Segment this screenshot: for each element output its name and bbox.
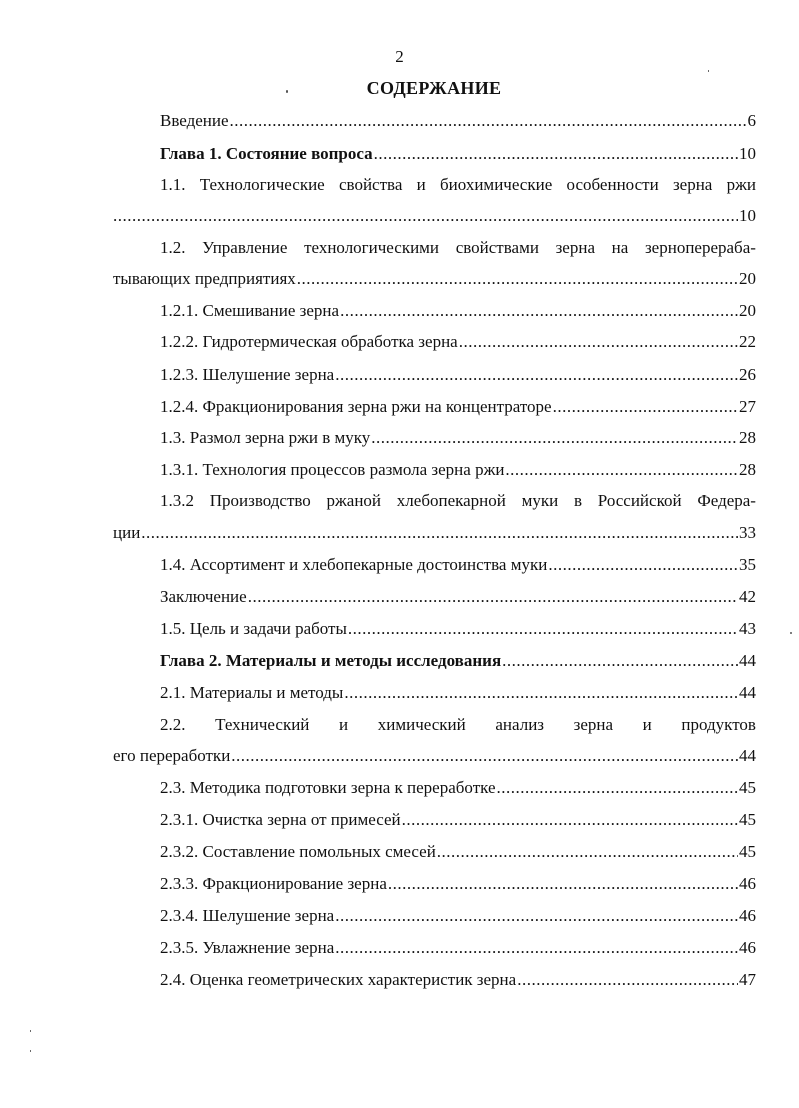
leader-dots xyxy=(459,331,738,353)
toc-word: зерноперераба- xyxy=(644,238,756,257)
toc-word: 2.2. xyxy=(160,715,186,734)
toc-entry-label: 2.4. Оценка геометрических характеристик зерна xyxy=(160,970,517,989)
toc-entry-2-3-5[interactable] xyxy=(160,937,756,959)
toc-entry-label: 1.2.4. Фракционирования зерна ржи на концентраторе xyxy=(160,397,552,416)
scan-speck xyxy=(790,632,792,634)
page-number: 2 xyxy=(395,47,404,66)
toc-word: ржи xyxy=(726,175,756,194)
toc-entry-chapter-1[interactable] xyxy=(160,143,756,165)
toc-entry-label: 2.3.3. Фракционирование зерна xyxy=(160,874,387,893)
toc-entry-label: 1.4. Ассортимент и хлебопекарные достоинства муки xyxy=(160,555,548,574)
toc-entry-label: ции xyxy=(113,523,141,542)
toc-word: 1.2. xyxy=(160,238,186,257)
toc-entry-intro[interactable] xyxy=(160,110,756,132)
scan-speck xyxy=(30,1050,31,1052)
toc-entry-page: 44 xyxy=(739,746,756,765)
leader-dots xyxy=(248,586,738,608)
toc-entry-2-3[interactable] xyxy=(160,777,756,799)
toc-word: Производство xyxy=(209,491,311,510)
toc-word: Управление xyxy=(202,238,288,257)
toc-entry-page: 45 xyxy=(739,778,756,797)
toc-entry-label: 2.3.4. Шелушение зерна xyxy=(160,906,335,925)
toc-entry-1-4[interactable] xyxy=(160,554,756,576)
toc-word: и xyxy=(339,715,349,734)
toc-entry-page: 43 xyxy=(739,619,756,638)
toc-word: 1.3.2 xyxy=(160,491,194,510)
leader-dots xyxy=(553,396,738,418)
toc-entry-page: 46 xyxy=(739,874,756,893)
toc-entry-page: 45 xyxy=(739,842,756,861)
toc-entry-label: 1.3. Размол зерна ржи в муку xyxy=(160,428,371,447)
toc-word: зерна xyxy=(573,715,614,734)
toc-entry-page: 45 xyxy=(739,810,756,829)
leader-dots xyxy=(340,300,738,322)
toc-word: на xyxy=(611,238,629,257)
toc-word: Технологические xyxy=(199,175,325,194)
toc-entry-page: 44 xyxy=(739,651,756,670)
toc-entry-1-3-1[interactable] xyxy=(160,459,756,481)
leader-dots xyxy=(374,143,738,165)
toc-entry-label: Глава 1. Состояние вопроса xyxy=(160,144,373,163)
leader-dots xyxy=(502,650,738,672)
toc-word: свойствами xyxy=(455,238,539,257)
toc-entry-page: 10 xyxy=(739,144,756,163)
toc-word: хлебопекарной xyxy=(396,491,506,510)
leader-dots xyxy=(388,873,738,895)
toc-word: продуктов xyxy=(681,715,756,734)
leader-dots xyxy=(371,427,738,449)
toc-entry-page: 46 xyxy=(739,938,756,957)
toc-word: зерна xyxy=(672,175,713,194)
toc-entry-1-2-2[interactable] xyxy=(160,331,756,353)
toc-entry-label: Глава 2. Материалы и методы исследования xyxy=(160,651,502,670)
toc-word: Российской xyxy=(597,491,682,510)
toc-title: СОДЕРЖАНИЕ xyxy=(366,78,502,98)
toc-entry-2-2-line1[interactable] xyxy=(160,714,756,736)
leader-dots xyxy=(517,969,738,991)
toc-entry-1-3[interactable] xyxy=(160,427,756,449)
toc-entry-page: 27 xyxy=(739,397,756,416)
toc-entry-page: 28 xyxy=(739,428,756,447)
toc-entry-1-2-1[interactable] xyxy=(160,300,756,322)
toc-word: Федера- xyxy=(697,491,756,510)
toc-entry-page: 46 xyxy=(739,906,756,925)
toc-word: и xyxy=(642,715,652,734)
toc-word: технологическими xyxy=(304,238,440,257)
toc-entry-2-3-3[interactable] xyxy=(160,873,756,895)
toc-entry-2-2-line2[interactable] xyxy=(113,745,756,767)
toc-entry-page: 44 xyxy=(739,683,756,702)
toc-entry-label: 1.5. Цель и задачи работы xyxy=(160,619,347,638)
toc-entry-2-3-2[interactable] xyxy=(160,841,756,863)
toc-word: биохимические xyxy=(440,175,553,194)
toc-entry-1-3-2-line1[interactable] xyxy=(160,490,756,512)
toc-entry-label: 2.3.5. Увлажнение зерна xyxy=(160,938,335,957)
toc-entry-conclusion[interactable] xyxy=(160,586,756,608)
toc-entry-1-1-line2[interactable] xyxy=(113,205,756,227)
leader-dots xyxy=(230,110,747,132)
toc-entry-label: 2.3.2. Составление помольных смесей xyxy=(160,842,436,861)
toc-entry-label: тывающих предприятиях xyxy=(113,269,296,288)
leader-dots xyxy=(344,682,738,704)
leader-dots xyxy=(231,745,738,767)
toc-entry-1-3-2-line2[interactable] xyxy=(113,522,756,544)
leader-dots xyxy=(335,364,738,386)
toc-entry-1-1-line1[interactable] xyxy=(160,174,756,196)
toc-entry-page: 22 xyxy=(739,332,756,351)
toc-word: ржаной xyxy=(326,491,382,510)
scan-speck xyxy=(30,1030,31,1032)
toc-entry-page: 35 xyxy=(739,555,756,574)
toc-word: свойства xyxy=(338,175,403,194)
toc-word: зерна xyxy=(555,238,595,257)
leader-dots xyxy=(402,809,738,831)
leader-dots xyxy=(335,905,738,927)
toc-word: и xyxy=(416,175,426,194)
toc-entry-label: 2.3. Методика подготовки зерна к переработке xyxy=(160,778,496,797)
toc-word: анализ xyxy=(495,715,545,734)
toc-word: особенности xyxy=(566,175,659,194)
leader-dots xyxy=(141,522,738,544)
leader-dots xyxy=(548,554,738,576)
toc-entry-1-2-line1[interactable] xyxy=(160,237,756,259)
toc-entry-label: 1.2.3. Шелушение зерна xyxy=(160,365,335,384)
leader-dots xyxy=(437,841,738,863)
toc-entry-page: 33 xyxy=(739,523,756,542)
leader-dots xyxy=(497,777,738,799)
toc-entry-label: 1.2.1. Смешивание зерна xyxy=(160,301,340,320)
toc-entry-page: 10 xyxy=(739,206,756,225)
toc-word: Технический xyxy=(215,715,310,734)
leader-dots xyxy=(335,937,738,959)
toc-entry-label: Введение xyxy=(160,111,229,130)
toc-entry-page: 47 xyxy=(739,970,756,989)
toc-entry-label: 1.3.1. Технология процессов размола зерна ржи xyxy=(160,460,505,479)
toc-entry-label: его переработки xyxy=(113,746,231,765)
toc-entry-label: Заключение xyxy=(160,587,247,606)
toc-entry-1-2-3[interactable] xyxy=(160,364,756,386)
toc-entry-page: 20 xyxy=(739,269,756,288)
toc-entry-page: 20 xyxy=(739,301,756,320)
leader-dots xyxy=(113,205,738,227)
leader-dots xyxy=(348,618,738,640)
toc-entry-label: 2.1. Материалы и методы xyxy=(160,683,344,702)
toc-entry-1-5[interactable] xyxy=(160,618,756,640)
toc-entry-2-3-1[interactable] xyxy=(160,809,756,831)
toc-word: в xyxy=(574,491,583,510)
toc-entry-page: 28 xyxy=(739,460,756,479)
toc-word: 1.1. xyxy=(160,175,186,194)
toc-word: муки xyxy=(521,491,559,510)
toc-entry-2-3-4[interactable] xyxy=(160,905,756,927)
toc-entry-1-2-line2[interactable] xyxy=(113,268,756,290)
toc-entry-chapter-2[interactable] xyxy=(160,650,756,672)
leader-dots xyxy=(505,459,738,481)
toc-entry-2-4[interactable] xyxy=(160,969,756,991)
scan-speck xyxy=(286,90,288,93)
toc-entry-page: 42 xyxy=(739,587,756,606)
toc-entry-page: 6 xyxy=(747,111,756,130)
toc-word: химический xyxy=(377,715,466,734)
toc-entry-label: 1.2.2. Гидротермическая обработка зерна xyxy=(160,332,458,351)
scan-speck xyxy=(708,70,709,72)
leader-dots xyxy=(297,268,738,290)
toc-entry-label: 2.3.1. Очистка зерна от примесей xyxy=(160,810,401,829)
toc-entry-1-2-4[interactable] xyxy=(160,396,756,418)
toc-entry-page: 26 xyxy=(739,365,756,384)
toc-entry-2-1[interactable] xyxy=(160,682,756,704)
